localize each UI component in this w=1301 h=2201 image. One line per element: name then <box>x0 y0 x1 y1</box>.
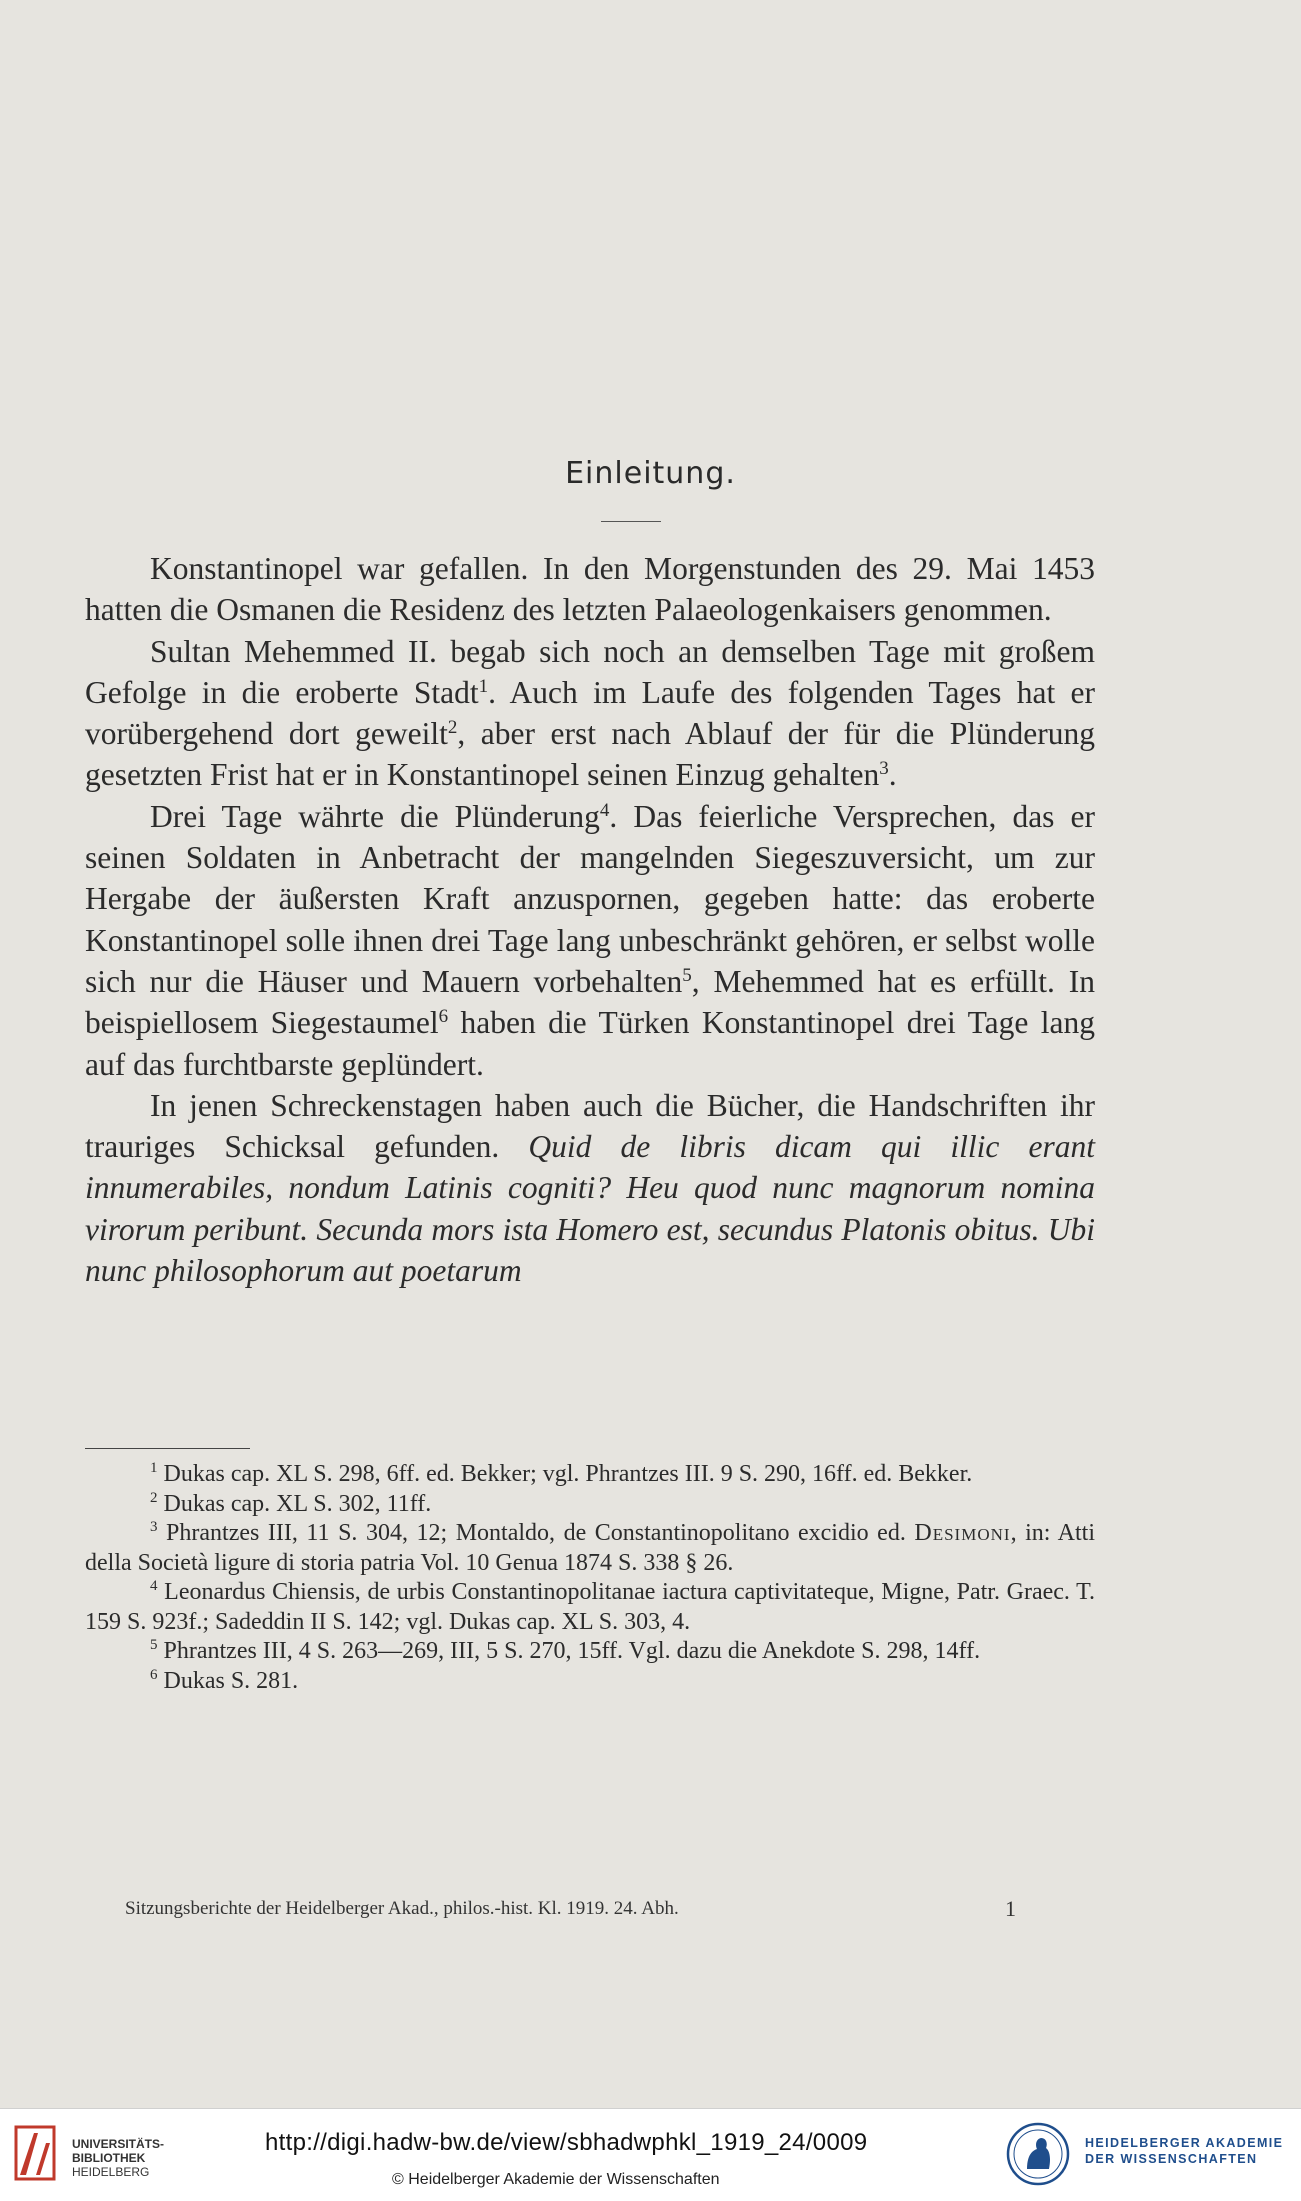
footnote-3: $^3$ Phrantzes III, 11 S. 304, 12; Montaldo, de Constantinopolitano excidio ed. Desimoni, in: Atti della Società ligure di storia patria Vol. 10 Genua 1874 S. 338 § 26. <box>85 1519 1095 1576</box>
footnote-rule <box>85 1448 250 1449</box>
footnote-ref-6[interactable]: 6 <box>438 1006 449 1028</box>
latin-quote: Quid de libris dicam qui illic erant innumerabiles, nondum Latinis cogniti? Heu quod nunc magnorum nomina virorum peribunt. Secunda mors ista Homero est, secundus Platonis obitus. Ubi nunc philosophorum aut poetarum <box>85 1129 1096 1289</box>
footnote-ref-2[interactable]: 2 <box>447 717 458 739</box>
library-logo-icon[interactable] <box>12 2123 58 2183</box>
footnote-2: $^2$ Dukas cap. XL S. 302, 11ff. <box>150 1489 432 1517</box>
copyright-notice: © Heidelberger Akademie der Wissenschaften <box>392 2171 720 2188</box>
page-footer-source: Sitzungsberichte der Heidelberger Akad., philos.-hist. Kl. 1919. 24. Abh. <box>125 1898 679 1919</box>
title-rule <box>601 521 661 522</box>
permalink-url[interactable]: http://digi.hadw-bw.de/view/sbhadwphkl_1919_24/0009 <box>265 2129 868 2156</box>
footnotes <box>85 1460 1095 1696</box>
paragraph-1: Konstantinopel war gefallen. In den Morgenstunden des 29. Mai 1453 hatten die Osmanen die Residenz des letzten Palaeologenkaisers genommen. <box>85 551 1095 628</box>
footnote-4: $^4$ Leonardus Chiensis, de urbis Constantinopolitanae iactura captivitateque, Migne, Patr. Graec. T. 159 S. 923f.; Sadeddin II S. 142; vgl. Dukas cap. XL S. 303, 4. <box>85 1578 1096 1635</box>
paragraph-2: Sultan Mehemmed II. begab sich noch an demselben Tage mit großem Gefolge in die eroberte Stadt$^1$. Auch im Laufe des folgenden Tages hat er vorübergehend dort geweilt$^2$, aber erst nach Ablauf der für die Plünderung gesetzten Frist hat er in Konstantinopel seinen Einzug gehalten$^3$. <box>85 633 1096 793</box>
page-number: 1 <box>1005 1896 1016 1921</box>
academy-name[interactable]: HEIDELBERGER AKADEMIE DER WISSENSCHAFTEN <box>1085 2136 1284 2166</box>
library-name[interactable]: UNIVERSITÄTS- BIBLIOTHEK HEIDELBERG <box>72 2137 165 2179</box>
academy-seal-icon[interactable] <box>1005 2121 1071 2187</box>
viewer-footer-bar <box>0 2108 1301 2201</box>
footnote-ref-4[interactable]: 4 <box>599 799 610 821</box>
footnote-5: $^5$ Phrantzes III, 4 S. 263—269, III, 5 S. 270, 15ff. Vgl. dazu die Anekdote S. 298, 14ff. <box>150 1637 981 1664</box>
footnote-1: $^1$ Dukas cap. XL S. 298, 6ff. ed. Bekker; vgl. Phrantzes III. 9 S. 290, 16ff. ed. Bekker. <box>150 1460 973 1487</box>
footnote-ref-5[interactable]: 5 <box>682 964 692 986</box>
paragraph-3: Drei Tage währte die Plünderung$^4$. Das feierliche Versprechen, das er seinen Soldaten in Anbetracht der mangelnden Siegeszuversicht, um zur Hergabe der äußersten Kraft anzuspornen, gegeben hatte: das eroberte Konstantinopel solle ihnen drei Tage lang unbeschränkt gehören, er selbst wolle sich nur die Häuser und Mauern vorbehalten$^5$, Mehemmed hat es erfüllt. In beispiellosem Siegestaumel$^6$ haben die Türken Konstantinopel drei Tage lang auf das furchtbarste geplündert. <box>85 798 1095 1082</box>
paragraph-4: In jenen Schreckenstagen haben auch die Bücher, die Handschriften ihr trauriges Schicksal gefunden. Quid de libris dicam qui illic erant innumerabiles, nondum Latinis cogniti? Heu quod nunc magnorum nomina virorum peribunt. Secunda mors ista Homero est, secundus Platonis obitus. Ubi nunc philosophorum aut poetarum <box>85 1087 1096 1289</box>
body-text <box>85 548 1095 1291</box>
footnote-ref-1[interactable]: 1 <box>478 675 489 697</box>
page-title: Einleitung. <box>565 456 736 491</box>
footnote-ref-3[interactable]: 3 <box>879 758 889 780</box>
footnote-6: $^6$ Dukas S. 281. <box>150 1666 299 1694</box>
